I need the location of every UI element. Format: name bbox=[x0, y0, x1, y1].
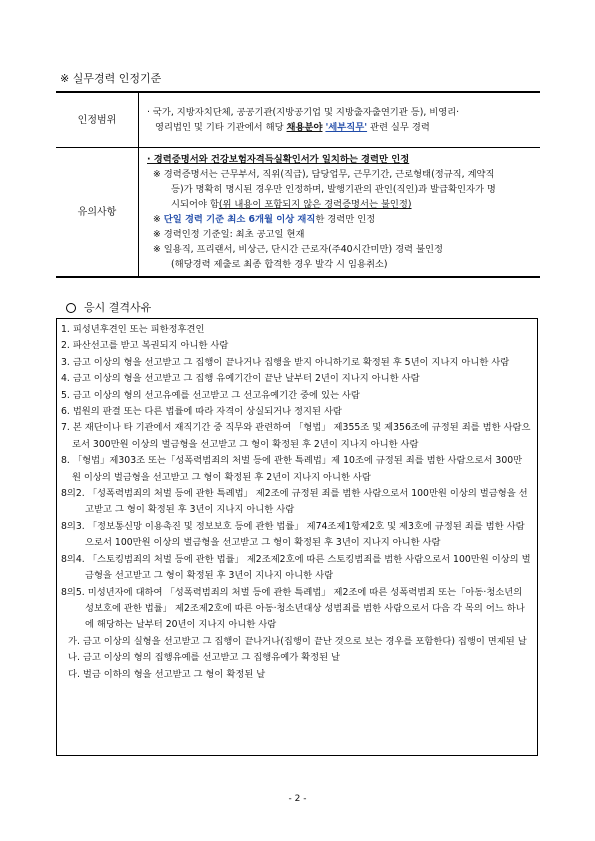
list-item: 3. 금고 이상의 형을 선고받고 그 집행이 끝나거나 집행을 받지 아니하기로 확정된 후 5년이 지나지 아니한 사람 bbox=[61, 356, 510, 368]
list-item: 6. 법원의 판결 또는 다른 법률에 따라 자격이 상실되거나 정지된 사람 bbox=[61, 406, 342, 418]
list-item: 8의2. 「성폭력범죄의 처벌 등에 관한 특례법」 제2조에 규정된 죄를 범한 사람으로서 100만원 이상의 벌금형을 선고받고 그 형이 확정된 후 3년이 지나지 아니한 사람 bbox=[61, 488, 528, 516]
sub-item: 나. 금고 이상의 형의 집행유예를 선고받고 그 집행유예가 확정된 날 bbox=[68, 652, 341, 664]
disqualification-box bbox=[56, 318, 538, 756]
list-item: 4. 금고 이상의 형을 선고받고 그 집행 유예기간이 끝난 날부터 2년이 지나지 아니한 사람 bbox=[61, 373, 420, 385]
page-number: - 2 - bbox=[288, 794, 307, 804]
range-label: 인정범위 bbox=[56, 92, 139, 148]
note-3: ※ 경력인정 기준일: 최초 공고일 현재 bbox=[153, 229, 305, 240]
note-1: ※ 경력증명서는 근무부서, 직위(직급), 담당업무, 근무기간, 근로형태(정규직, 계약직 등)가 명확히 명시된 경우만 인정하며, 발행기관의 관인(직인)과 발급확인자가 명 시되어야 함(위 내용이 포함되지 않은 경력증명서는 불인정) bbox=[153, 169, 496, 210]
list-item: 5. 금고 이상의 형의 선고유예를 선고받고 그 선고유예기간 중에 있는 사람 bbox=[61, 389, 360, 401]
list-item: 7. 본 재단이나 타 기관에서 재직기간 중 직무와 관련하여 「형법」 제355조 및 제356조에 규정된 죄를 범한 사람으로서 300만원 이상의 벌금형을 선고받고 그 형이 확정된 후 2년이 지나지 아니한 사람 bbox=[61, 422, 531, 450]
circle-bullet-icon bbox=[66, 303, 76, 313]
notes-label: 유의사항 bbox=[56, 148, 139, 278]
note-2: ※ 단일 경력 기준 최소 6개월 이상 재직한 경력만 인정 bbox=[153, 214, 376, 225]
section-title-experience: ※ 실무경력 인정기준 bbox=[60, 72, 162, 85]
list-item: 1. 피성년후견인 또는 피한정후견인 bbox=[61, 324, 205, 335]
list-item: 8의4. 「스토킹범죄의 처벌 등에 관한 법률」 제2조제2호에 따른 스토킹범죄를 범한 사람으로서 100만원 이상의 벌금형을 선고받고 그 형이 확정된 후 3년이 지나지 아니한 사람 bbox=[61, 553, 531, 582]
list-item: 8의3. 「정보통신망 이용촉진 및 정보보호 등에 관한 법률」 제74조제1항제2호 및 제3호에 규정된 죄를 범한 사람으로서 100만원 이상의 벌금형을 선고받고 그 형이 확정된 후 3년이 지나지 아니한 사람 bbox=[61, 520, 525, 549]
note-main: · 경력증명서와 건강보험자격득실확인서가 일치하는 경력만 인정 bbox=[147, 154, 410, 165]
sub-item: 가. 금고 이상의 실형을 선고받고 그 집행이 끝나거나(집행이 끝난 것으로 보는 경우를 포함한다) 집행이 면제된 날 bbox=[68, 635, 527, 647]
list-item: 2. 파산선고를 받고 복권되지 아니한 사람 bbox=[61, 340, 229, 352]
experience-criteria-table bbox=[56, 91, 540, 278]
list-item: 8의5. 미성년자에 대하여 「성폭력범죄의 처벌 등에 관한 특례법」 제2조에 따른 성폭력범죄 또는「아동·청소년의 성보호에 관한 법률」 제2조제2호에 따른 아동·청소년대상 성범죄를 범한 사람으로서 다음 각 목의 어느 하나에 해당하는 날부터 20년이 지나지 아니한 사람 bbox=[61, 586, 525, 631]
notes-content bbox=[139, 148, 541, 278]
range-content: · 국가, 지방자치단체, 공공기관(지방공기업 및 지방출자출연기관 등), 비영리· 영리법인 및 기타 기관에서 해당 채용분야 '세부직무' 관련 실무 경력 bbox=[139, 92, 541, 148]
sub-item: 다. 벌금 이하의 형을 선고받고 그 형이 확정된 날 bbox=[68, 668, 266, 680]
note-4: ※ 일용직, 프리랜서, 비상근, 단시간 근로자(주40시간미만) 경력 불인정 (해당경력 제출로 최종 합격한 경우 발각 시 임용취소) bbox=[153, 244, 443, 270]
list-item: 8. 「형법」제303조 또는「성폭력범죄의 처벌 등에 관한 특례법」제 10조에 규정된 죄를 범한 사람으로서 300만원 이상의 벌금형을 선고받고 그 형이 확정된 후 2년이 지나지 아니한 사람 bbox=[61, 455, 523, 483]
section-title-disqualification: 응시 결격사유 bbox=[66, 299, 151, 315]
